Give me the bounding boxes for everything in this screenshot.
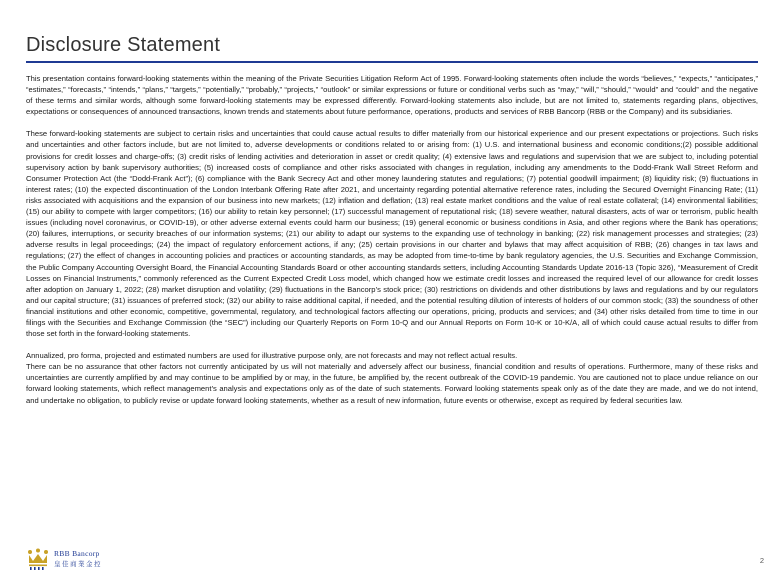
logo-wordmark: RBB Bancorp [54,549,100,558]
disclosure-body [26,73,758,406]
paragraph-illustrative: Annualized, pro forma, projected and estimated numbers are used for illustrative purpose only, are not forecasts and may not reflect actual results. [26,351,518,361]
company-logo [26,548,126,572]
paragraph-forward-looking: This presentation contains forward-looking statements within the meaning of the Private Securities Litigation Reform Act of 1995. Forward-looking statements often include the words “believes,” “expects,” “anticipates,” “estimates,” “forecasts,” “intends,” “plans,” “targets,” “potentially,” “probably,” “projects,” “outlook” or similar expressions or future or conditional verbs such as “may,” “will,” “should,” “would” and “could” and the negative of these terms and similar words, although some forward-looking statements may be expressed differently. Forward-looking statements also include, but are not limited to, statements regarding plans, objectives, expectations or consequences of announced transactions, known trends and statements about future performance, operations, products and services of RBB Bancorp (RBB or the Company) and its subsidiaries. [26,74,758,117]
paragraph-risks: These forward-looking statements are subject to certain risks and uncertainties that could cause actual results to differ materially from our historical experience and our present expectations or projections. Such risks and uncertainties and other factors include, but are not limited to, adverse developments or conditions related to or arising from: (1) U.S. and international business and economic conditions;(2) possible additional provisions for credit losses and charge-offs; (3) credit risks of lending activities and deterioration in asset or credit quality; (4) extensive laws and regulations and supervision that we are subject to, including potential supervisory action by bank supervisory authorities; (5) increased costs of compliance and other risks associated with changes in regulation, including any amendments to the Dodd-Frank Wall Street Reform and Consumer Protection Act (the “Dodd-Frank Act”); (6) compliance with the Bank Secrecy Act and other money laundering statutes and regulations; (7) potential goodwill impairment; (8) liquidity risk; (9) fluctuations in interest rates; (10) the expected discontinuation of the London Interbank Offering Rate after 2021, and uncertainty regarding potential alternative reference rates, including the Secured Overnight Financing Rate; (11) risks associated with acquisitions and the expansion of our business into new markets; (12) inflation and deflation; (13) real estate market conditions and the value of real estate collateral; (14) environmental liabilities; (15) our ability to compete with larger competitors; (16) our ability to retain key personnel; (17) successful management of reputational risk; (18) severe weather, natural disasters, acts of war or terrorism, public health issues (including novel coronavirus, or COVID-19), or other adverse external events could harm our business; (19) general economic or business conditions in Asia, and other regions where the Bank has operations; (20) failures, interruptions, or security breaches of our information systems; (21) our ability to adapt our systems to the expanding use of technology in banking; (22) risk management processes and strategies; (23) adverse results in legal proceedings; (24) the impact of regulatory enforcement actions, if any; (25) certain provisions in our charter and bylaws that may affect acquisition of RBB; (26) changes in tax laws and regulations; (27) the effect of changes in accounting policies and practices or accounting standards, as may be adopted from time-to-time by bank regulatory agencies, the U.S. Securities and Exchange Commission, the Public Company Accounting Oversight Board, the Financial Accounting Standards Board or other accounting standards setters, including Accounting Standards Update 2016-13 (Topic 326), “Measurement of Credit Losses on Financial Instruments,” commonly referenced as the Current Expected Credit Loss model, which changed how we estimate credit losses and increased the required level of our allowance for credit losses after adoption on January 1, 2022; (28) market disruption and volatility; (29) fluctuations in the Bancorp’s stock price; (30) restrictions on dividends and other distributions by laws and regulations and by our regulators and our capital structure; (31) issuances of preferred stock; (32) our ability to raise additional capital, if needed, and the potential resulting dilution of interests of holders of our common stock; (33) the soundness of other financial institutions and other economic, competitive, governmental, regulatory, and technological factors affecting our operations, pricing, products and services; and (34) other risks detailed from time to time in our filings with the Securities and Exchange Commission (the “SEC”) including our Quarterly Reports on Form 10-Q and our Annual Reports on Form 10-K or 10-K/A, all of which could cause actual results to differ from those set forth in the forward-looking statements. [26,129,758,339]
page-number: 2 [759,556,764,565]
page-title: Disclosure Statement [26,34,221,56]
title-divider [26,61,758,63]
paragraph-no-assurance: There can be no assurance that other factors not currently anticipated by us will not materially and adversely affect our business, financial condition and results of operations. Furthermore, many of these risks and uncertainties are currently amplified by and may continue to be amplified by or may, in the future, be amplified by, the recent outbreak of the COVID-19 pandemic. You are cautioned not to place undue reliance on our forward looking statements, which reflect management’s analysis and expectations only as of the date of such statements. Forward looking statements speak only as of the date they are made, and we do not intend, and undertake no obligation, to publicly revise or update forward looking statements, whether as a result of new information, future events or otherwise, except as required by federal securities law. [26,362,758,405]
logo-chinese-name: 皇佳商業金控 [54,560,102,568]
crown-icon [26,548,50,570]
